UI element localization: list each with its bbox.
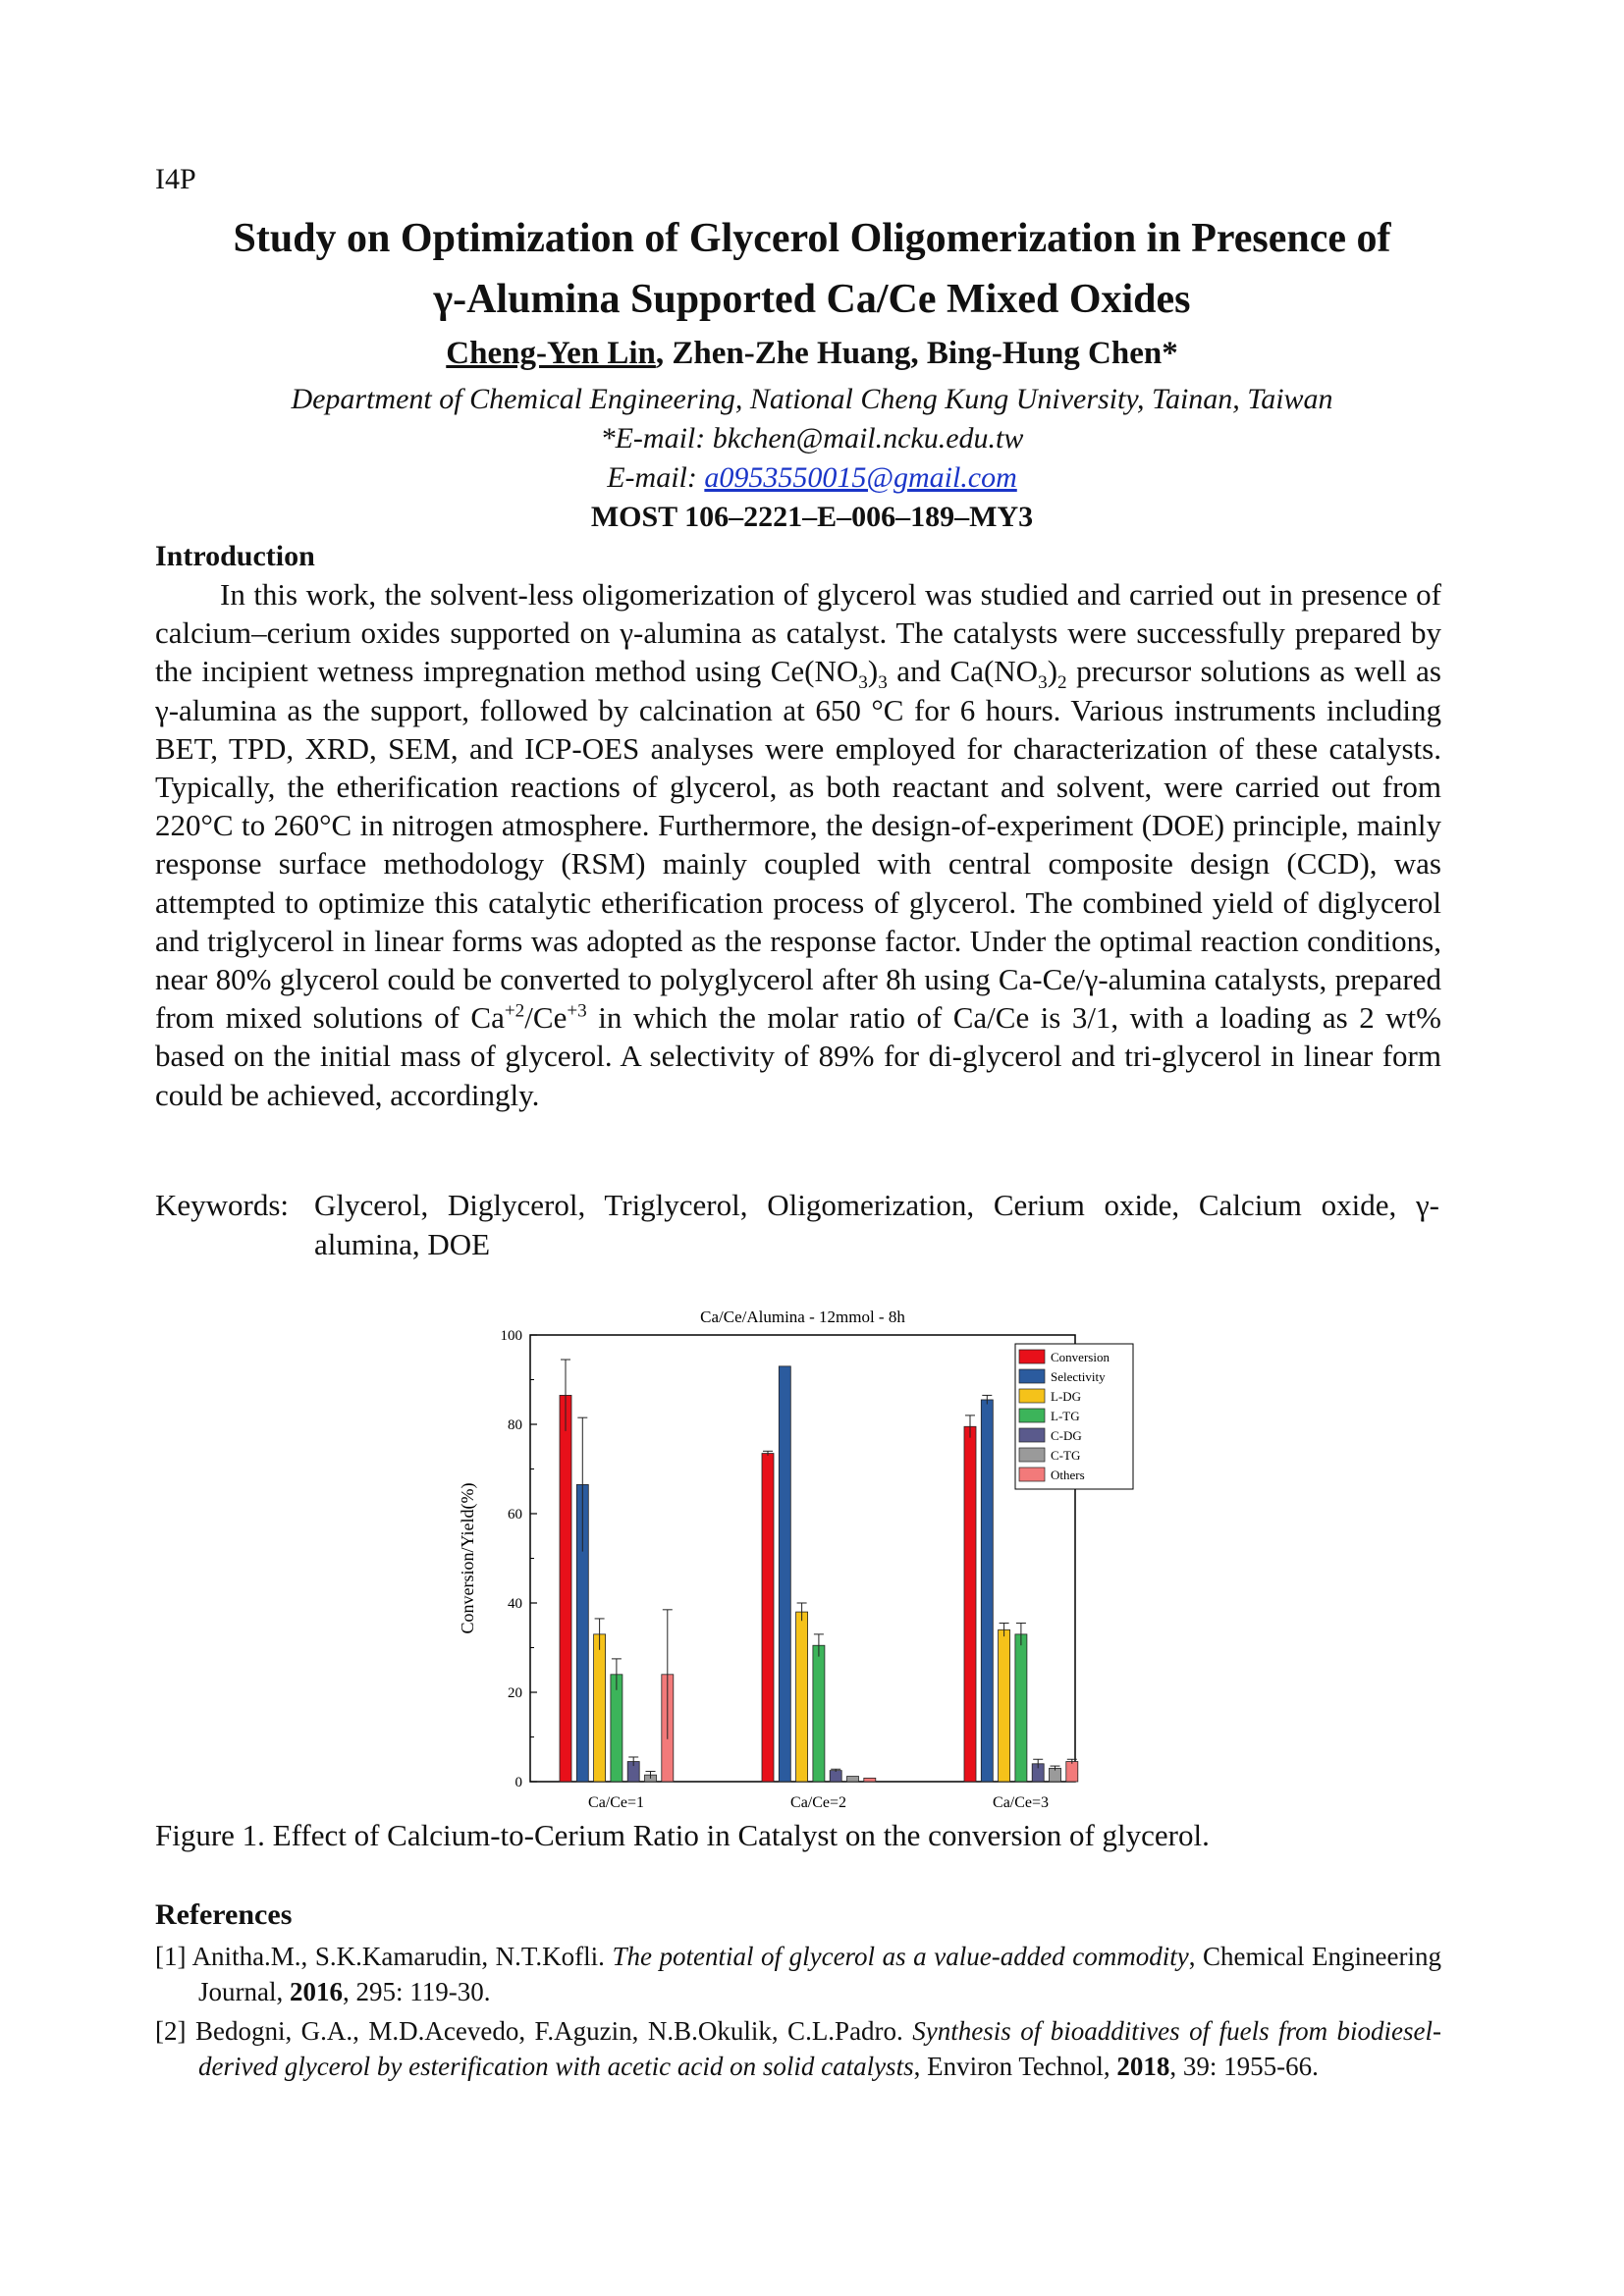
references-heading: References <box>155 1898 293 1931</box>
legend-label: L-DG <box>1051 1389 1082 1404</box>
paper-title <box>98 208 1526 330</box>
reference-year: 2016 <box>289 1977 343 2006</box>
bar <box>1015 1634 1027 1782</box>
y-tick-label: 60 <box>508 1507 522 1522</box>
y-axis-label: Conversion/Yield(%) <box>458 1482 477 1634</box>
reference-authors: Bedogni, G.A., M.D.Acevedo, F.Aguzin, N.B.Okulik, C.L.Padro. <box>194 2016 913 2046</box>
legend-swatch <box>1019 1409 1045 1422</box>
reference-number: [2] <box>155 2016 195 2046</box>
reference-pages: , 39: 1955-66. <box>1169 2052 1319 2081</box>
reference-item <box>155 1939 1441 2009</box>
reference-item <box>155 2013 1441 2084</box>
bar <box>864 1778 876 1782</box>
grant-number: MOST 106–2221–E–006–189–MY3 <box>590 501 1034 533</box>
bar <box>594 1634 606 1782</box>
author-list <box>0 336 1624 372</box>
bar <box>1066 1762 1078 1782</box>
legend-label: Others <box>1051 1468 1085 1482</box>
figure-1 <box>432 1301 1198 1811</box>
keywords <box>155 1186 1441 1264</box>
y-tick-label: 80 <box>508 1417 522 1433</box>
bar <box>762 1454 774 1782</box>
legend-swatch <box>1019 1389 1045 1403</box>
bar <box>830 1771 841 1782</box>
bar <box>560 1395 571 1782</box>
email-label: E-mail: <box>607 461 705 494</box>
legend-label: C-DG <box>1051 1428 1082 1443</box>
reference-list <box>155 1939 1441 2088</box>
reference-journal: , Environ Technol, <box>913 2052 1117 2081</box>
y-tick-label: 100 <box>500 1328 522 1344</box>
reference-pages: , 295: 119-30. <box>342 1977 491 2006</box>
figure-caption: Figure 1. Effect of Calcium-to-Cerium Ratio in Catalyst on the conversion of glycerol. <box>155 1818 1210 1852</box>
y-tick-label: 0 <box>514 1775 522 1790</box>
legend-label: Selectivity <box>1051 1369 1106 1384</box>
bar <box>779 1366 790 1782</box>
legend-swatch <box>1019 1428 1045 1442</box>
reference-title: Synthesis of bioadditives of fuels from biodiesel-derived glycerol by esterification with acetic acid on solid catalysts <box>198 2016 1441 2081</box>
corresponding-email: *E-mail: bkchen@mail.ncku.edu.tw <box>600 422 1024 454</box>
introduction-body <box>155 575 1441 1114</box>
legend-swatch <box>1019 1448 1045 1462</box>
legend-label: Conversion <box>1051 1350 1110 1364</box>
reference-journal: , Chemical Engineering Journal, <box>198 1942 1442 2006</box>
x-category-label: Ca/Ce=2 <box>790 1794 847 1811</box>
bar <box>813 1645 825 1782</box>
email-link[interactable]: a0953550015@gmail.com <box>704 461 1017 494</box>
legend-swatch <box>1019 1369 1045 1383</box>
title-line-1: Study on Optimization of Glycerol Oligomerization in Presence of <box>233 216 1391 261</box>
bar <box>847 1777 859 1782</box>
reference-authors: Anitha.M., S.K.Kamarudin, N.T.Kofli. <box>191 1942 613 1971</box>
affiliation: Department of Chemical Engineering, National Cheng Kung University, Tainan, Taiwan <box>291 383 1333 415</box>
introduction-heading: Introduction <box>155 540 315 572</box>
reference-number: [1] <box>155 1942 192 1971</box>
bar <box>964 1426 976 1782</box>
y-tick-label: 40 <box>508 1596 522 1612</box>
bar <box>999 1629 1010 1782</box>
bar <box>611 1675 623 1782</box>
legend-label: C-TG <box>1051 1448 1081 1463</box>
bar <box>981 1400 993 1782</box>
reference-year: 2018 <box>1116 2052 1170 2081</box>
reference-title: The potential of glycerol as a value-added commodity <box>612 1942 1189 1971</box>
y-tick-label: 20 <box>508 1685 522 1701</box>
chart-title: Ca/Ce/Alumina - 12mmol - 8h <box>700 1308 905 1326</box>
title-line-2: γ-Alumina Supported Ca/Ce Mixed Oxides <box>433 277 1191 322</box>
introduction-paragraph: In this work, the solvent-less oligomerization of glycerol was studied and carried out in presence of calcium–cerium oxides supported on γ-alumina as catalyst. The catalysts were successfully prepared by the incipient wetness impregnation method using $Ce(NO_3)_3$ and $Ca(NO_3)_2$ precursor solutions as well as γ-alumina as the support, followed by calcination at 650 °C for 6 hours. Various instruments including BET, TPD, XRD, SEM, and ICP-OES analyses were employed for characterization of these catalysts. Typically, the etherification reactions of glycerol, as both reactant and solvent, were carried out from 220°C to 260°C in nitrogen atmosphere. Furthermore, the design-of-experiment (DOE) principle, mainly response surface methodology (RSM) mainly coupled with central composite design (CCD), was attempted to optimize this catalytic etherification process of glycerol. The combined yield of diglycerol and triglycerol in linear forms was adopted as the response factor. Under the optimal reaction conditions, near 80% glycerol could be converted to polyglycerol after 8h using Ca-Ce/γ-alumina catalysts, prepared from mixed solutions of $Ca^{+2}/Ce^{+3}$ in which the molar ratio of Ca/Ce is 3/1, with a loading as 2 wt% based on the initial mass of glycerol. A selectivity of 89% for di-glycerol and tri-glycerol in linear form could be achieved, accordingly. <box>155 577 1441 1112</box>
x-category-label: Ca/Ce=1 <box>588 1794 645 1811</box>
keywords-label: Keywords: <box>155 1188 290 1222</box>
presenting-author: Cheng-Yen Lin <box>446 336 656 371</box>
legend-label: L-TG <box>1051 1409 1080 1423</box>
author-email <box>0 461 1624 495</box>
co-authors: , Zhen-Zhe Huang, Bing-Hung Chen* <box>655 336 1178 371</box>
bar-chart <box>432 1301 1198 1811</box>
bar <box>796 1612 808 1782</box>
keywords-list: Glycerol, Diglycerol, Triglycerol, Oligomerization, Cerium oxide, Calcium oxide, γ-alumina, DOE <box>314 1188 1439 1261</box>
legend-swatch <box>1019 1468 1045 1481</box>
x-category-label: Ca/Ce=3 <box>993 1794 1050 1811</box>
abstract-code: I4P <box>155 163 196 195</box>
legend-swatch <box>1019 1350 1045 1363</box>
